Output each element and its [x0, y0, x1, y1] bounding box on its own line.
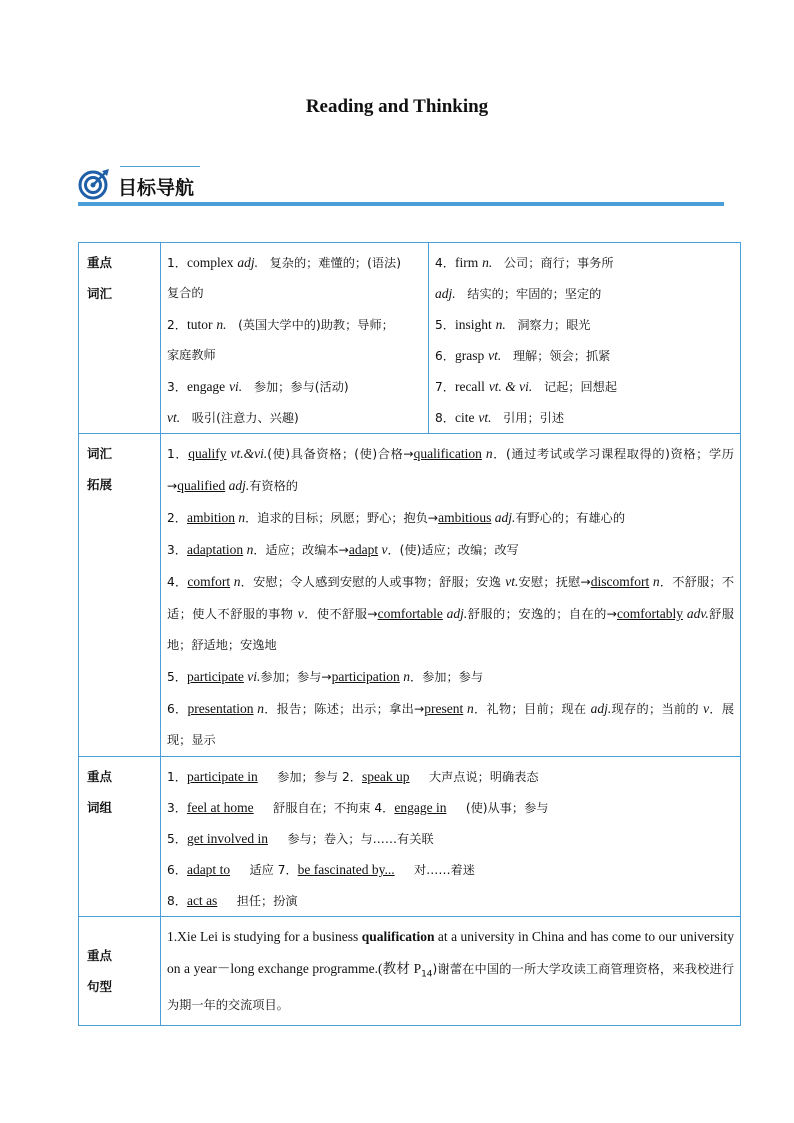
- nav-label: 目标导航: [118, 177, 195, 199]
- phrases-body: [161, 757, 741, 917]
- expand-text: 舒服地；舒适地；安逸地: [167, 607, 734, 652]
- expand-body: [161, 434, 741, 757]
- expand-text: ．使不舒服→: [303, 607, 378, 621]
- phrase-line: [167, 792, 734, 823]
- vocab-line: [435, 247, 734, 278]
- expand-text: ．礼物；目前；现在: [473, 702, 591, 716]
- part-of-speech: adj.: [225, 478, 250, 493]
- answer-word: comfortable: [377, 606, 443, 621]
- part-of-speech: vt.: [505, 574, 519, 589]
- vocab-line: [167, 402, 422, 433]
- vocab-word: grasp: [454, 348, 485, 363]
- part-of-speech: n.: [495, 317, 506, 332]
- vocab-word: complex: [186, 255, 234, 270]
- answer-word: ambitious: [438, 510, 492, 525]
- vocab-word: firm: [454, 255, 479, 270]
- phrase-meaning: (使)从事；参与: [465, 801, 549, 815]
- expand-text: 6．: [167, 702, 188, 716]
- expand-text: 舒服的；安逸的；自在的→: [467, 607, 618, 621]
- phrase: participate in: [186, 769, 258, 784]
- part-of-speech: adj.: [491, 510, 516, 525]
- part-of-speech: vi.: [229, 379, 243, 394]
- expand-item: [167, 534, 734, 566]
- phrase-meaning: 对……着迷: [414, 863, 475, 877]
- section-nav-header: [78, 164, 724, 208]
- phrase-meaning: 舒服自在；不拘束: [273, 801, 371, 815]
- expand-text: 参加；参与→: [260, 670, 332, 684]
- phrase-meaning: 参加；参与: [277, 770, 339, 784]
- expand-text: ．适应；改编本→: [253, 543, 349, 557]
- vocab-line: [435, 309, 734, 340]
- sentences-row: [79, 917, 741, 1026]
- expand-item: [167, 502, 734, 534]
- part-of-speech: n: [463, 701, 474, 716]
- answer-word: qualify: [188, 446, 227, 461]
- answer-word: adapt: [348, 542, 379, 557]
- vocab-meaning: 引用；引述: [503, 411, 565, 425]
- item-number: 5．: [435, 318, 455, 332]
- part-of-speech: v: [378, 542, 388, 557]
- vocab-meaning: 结实的；牢固的；坚定的: [467, 287, 602, 301]
- expand-row: [79, 434, 741, 757]
- vocab-word: insight: [454, 317, 492, 332]
- item-number: 6．: [435, 349, 455, 363]
- vocab-meaning: 公司；商行；事务所: [503, 256, 614, 270]
- part-of-speech: adv.: [683, 606, 709, 621]
- vocab-head: 重点 词汇: [79, 243, 161, 434]
- phrase-line: [167, 885, 734, 916]
- phrase: speak up: [361, 769, 410, 784]
- phrase: be fascinated by...: [297, 862, 395, 877]
- vocab-meaning: (英国大学中的)助教；导师；: [238, 318, 394, 332]
- expand-text: ．不舒服；不适；使人不舒服的事物: [167, 575, 735, 621]
- expand-item: [167, 661, 734, 693]
- phrase-meaning: 适应: [249, 863, 274, 877]
- phrase-meaning: 担任；扮演: [236, 894, 298, 908]
- nav-rule: [78, 202, 724, 206]
- vocab-meaning: 理解；领会；抓紧: [512, 349, 611, 363]
- part-of-speech: n: [649, 574, 660, 589]
- phrase: engage in: [394, 800, 447, 815]
- vocab-meaning: 家庭教师: [167, 348, 216, 362]
- vocab-meaning: 复合的: [167, 286, 204, 300]
- vocab-line: [167, 340, 422, 371]
- expand-text: 4．: [167, 575, 188, 589]
- vocab-line: [167, 247, 422, 278]
- phrases-row: [79, 757, 741, 917]
- item-number: 7．: [435, 380, 455, 394]
- part-of-speech: v: [297, 606, 304, 621]
- phrase: feel at home: [186, 800, 254, 815]
- phrase: get involved in: [186, 831, 268, 846]
- answer-word: comfort: [187, 574, 231, 589]
- expand-text: 3．: [167, 543, 187, 557]
- vocab-line: [435, 371, 734, 402]
- phrase: act as: [186, 893, 218, 908]
- answer-word: comfortably: [617, 606, 684, 621]
- vocab-right: [429, 243, 741, 434]
- vocab-meaning: 复杂的；难懂的；(语法): [269, 256, 401, 270]
- vocab-line: [167, 309, 422, 340]
- vocab-meaning: 记起；回想起: [543, 380, 618, 394]
- study-table: [78, 242, 741, 1026]
- item-number: 8．: [167, 894, 187, 908]
- nav-topline: [120, 166, 200, 167]
- answer-word: ambition: [186, 510, 235, 525]
- item-number: 3．: [167, 380, 187, 394]
- item-number: 2．: [167, 318, 187, 332]
- phrase-line: [167, 761, 734, 792]
- vocab-meaning: 参加；参与(活动): [253, 380, 349, 394]
- item-number: 1．: [167, 256, 187, 270]
- expand-head: 词汇 拓展: [79, 434, 161, 757]
- part-of-speech: adj.: [442, 606, 468, 621]
- expand-text: ．追求的目标；夙愿；野心；抱负→: [245, 511, 439, 525]
- expand-text: 安慰；抚慰→: [518, 575, 591, 589]
- expand-text: 现存的；当前的: [611, 702, 704, 716]
- part-of-speech: n.: [482, 255, 493, 270]
- part-of-speech: vi.: [243, 669, 261, 684]
- phrase-line: [167, 823, 734, 854]
- vocab-word: recall: [454, 379, 485, 394]
- vocab-word: tutor: [186, 317, 213, 332]
- answer-word: present: [424, 701, 464, 716]
- item-number: 4．: [374, 801, 395, 815]
- part-of-speech: n: [253, 701, 264, 716]
- phrase-line: [167, 854, 734, 885]
- part-of-speech: vt.: [488, 348, 502, 363]
- page-title: Reading and Thinking: [305, 96, 489, 117]
- expand-text: ．报告；陈述；出示；拿出→: [263, 702, 425, 716]
- part-of-speech: n: [234, 510, 246, 525]
- phrase-meaning: 参与；卷入；与……有关联: [287, 832, 434, 846]
- expand-text: 1．: [167, 447, 189, 461]
- part-of-speech: n: [243, 542, 254, 557]
- part-of-speech: n: [230, 574, 241, 589]
- vocab-line: [435, 340, 734, 371]
- part-of-speech: adj.: [435, 286, 456, 301]
- vocab-word: engage: [186, 379, 226, 394]
- part-of-speech: v: [703, 701, 710, 716]
- part-of-speech: vt.: [478, 410, 492, 425]
- part-of-speech: vt. & vi.: [488, 379, 533, 394]
- phrase-meaning: 大声点说；明确表态: [428, 770, 539, 784]
- expand-text: 5．: [167, 670, 187, 684]
- vocab-line: [167, 278, 422, 309]
- answer-word: qualification: [413, 446, 482, 461]
- expand-item: [167, 693, 734, 756]
- sentences-head: 重点 句型: [79, 917, 161, 1026]
- sentences-body: [161, 917, 741, 1026]
- vocab-line: [435, 402, 734, 433]
- expand-text: (使)具备资格；(使)合格→: [267, 447, 414, 461]
- answer-word: discomfort: [590, 574, 650, 589]
- phrase: adapt to: [186, 862, 231, 877]
- item-number: 4．: [435, 256, 455, 270]
- expand-text: 2．: [167, 511, 187, 525]
- target-icon: [78, 168, 110, 200]
- part-of-speech: adj.: [590, 701, 612, 716]
- answer-word: participation: [331, 669, 400, 684]
- sentence-1: 1.Xie Lei is studying for a business qualification at a university in China and has come to our university on a year－long exchange programme.(教材 $P_{14}$)谢蕾在中国的一所大学攻读工商管理资格，来我校进行为期一年的交流项目。: [167, 929, 734, 1013]
- part-of-speech: n: [481, 446, 493, 461]
- expand-text: ．(通过考试或学习课程取得的)资格；学历→: [167, 447, 734, 493]
- vocab-row: [79, 243, 741, 434]
- expand-text: ．(使)适应；改编；改写: [387, 543, 519, 557]
- expand-text: ．安慰；令人感到安慰的人或事物；舒服；安逸: [240, 575, 506, 589]
- item-number: 7．: [277, 863, 298, 877]
- item-number: 3．: [167, 801, 187, 815]
- expand-item: [167, 438, 734, 502]
- answer-word: participate: [186, 669, 244, 684]
- item-number: 1．: [167, 770, 187, 784]
- answer-word: adaptation: [186, 542, 244, 557]
- vocab-line: [167, 371, 422, 402]
- answer-word: qualified: [177, 478, 226, 493]
- answer-word: presentation: [187, 701, 254, 716]
- expand-text: 有资格的: [249, 479, 298, 493]
- vocab-left: [161, 243, 429, 434]
- part-of-speech: vt.: [167, 410, 181, 425]
- vocab-meaning: 洞察力；眼光: [517, 318, 591, 332]
- expand-text: ．参加；参与: [409, 670, 484, 684]
- part-of-speech: n: [399, 669, 410, 684]
- item-number: 2．: [341, 770, 362, 784]
- phrases-head: 重点 词组: [79, 757, 161, 917]
- item-number: 6．: [167, 863, 187, 877]
- item-number: 5．: [167, 832, 187, 846]
- expand-text: ．展现；显示: [167, 702, 735, 747]
- part-of-speech: n.: [216, 317, 227, 332]
- expand-item: [167, 566, 734, 661]
- vocab-meaning: 吸引(注意力、兴趣): [191, 411, 299, 425]
- item-number: 8．: [435, 411, 455, 425]
- part-of-speech: adj.: [237, 255, 258, 270]
- part-of-speech: vt.&vi.: [226, 446, 268, 461]
- expand-text: 有野心的；有雄心的: [515, 511, 626, 525]
- vocab-line: [435, 278, 734, 309]
- vocab-word: cite: [454, 410, 475, 425]
